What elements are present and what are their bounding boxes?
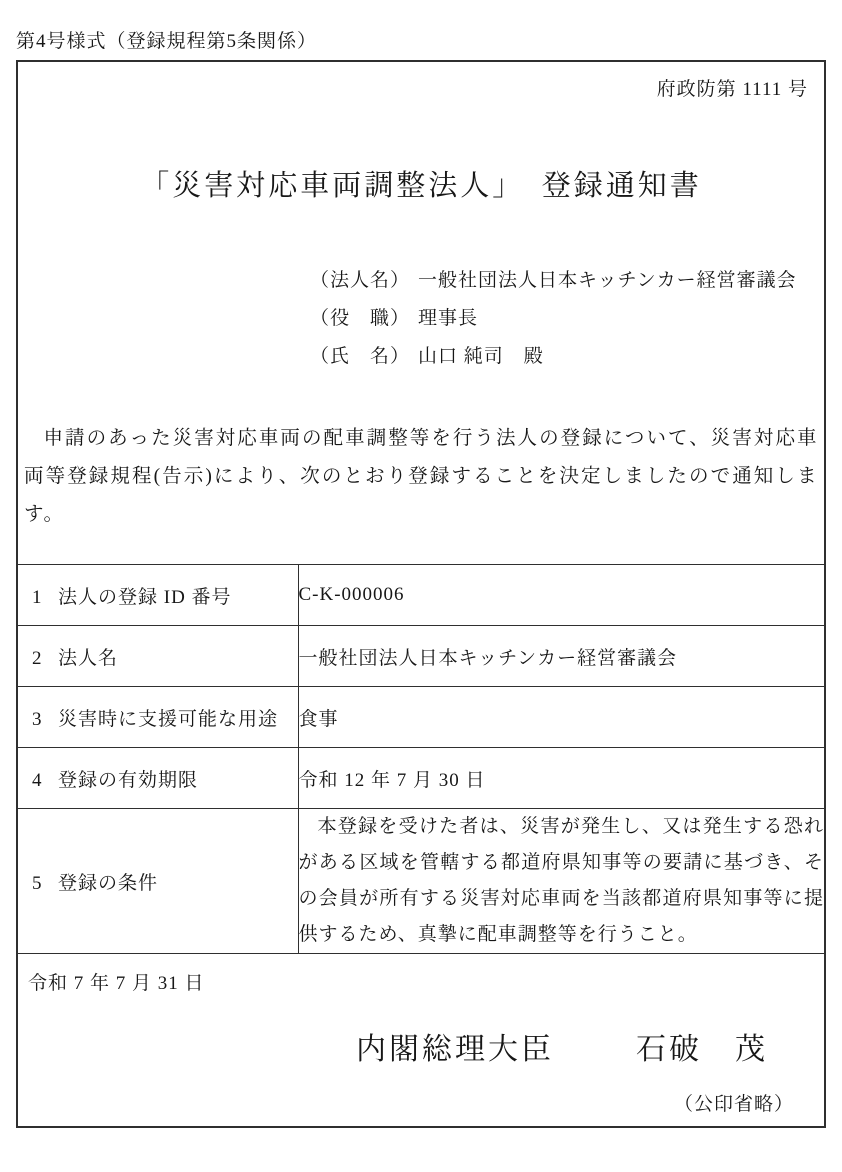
minister-signature: [356, 1024, 768, 1068]
addressee-block: [310, 262, 824, 376]
row-number: 3: [32, 708, 43, 730]
person-name-value: 山口 純司 殿: [418, 346, 544, 367]
row-value: 一般社団法人日本キッチンカー経営審議会: [298, 626, 824, 687]
document-box: [16, 60, 826, 1128]
corp-name-label: （法人名）: [310, 270, 411, 291]
corp-name-value: 一般社団法人日本キッチンカー経営審議会: [418, 270, 797, 291]
row-label: 登録の条件: [58, 872, 159, 894]
row-label: 法人の登録 ID 番号: [58, 586, 232, 608]
table-row: [18, 565, 824, 626]
row-number: 4: [32, 769, 43, 791]
row-number: 2: [32, 647, 43, 669]
seal-note: （公印省略）: [673, 1094, 794, 1115]
row-value: C-K-000006: [298, 565, 824, 626]
table-row: [18, 626, 824, 687]
table-row: [18, 687, 824, 748]
document-title: 「災害対応車両調整法人」 登録通知書: [140, 170, 702, 202]
person-name-label: （氏 名）: [310, 346, 411, 367]
addressee-row-name: [310, 338, 824, 376]
row-value: 食事: [298, 687, 824, 748]
minister-name: 石破 茂: [636, 1033, 768, 1066]
row-number: 1: [32, 586, 43, 608]
row-number: 5: [32, 872, 43, 894]
table-row: [18, 809, 824, 954]
row-value: 令和 12 年 7 月 30 日: [298, 748, 824, 809]
registration-table: [18, 564, 824, 954]
issue-date: 令和 7 年 7 月 31 日: [28, 973, 205, 994]
minister-title: 内閣総理大臣: [356, 1033, 554, 1066]
row-label: 法人名: [58, 647, 119, 669]
doc-number: 府政防第 1111 号: [656, 79, 808, 100]
row-label: 登録の有効期限: [58, 769, 199, 791]
body-paragraph: 申請のあった災害対応車両の配車調整等を行う法人の登録について、災害対応車両等登録規程(告示)により、次のとおり登録することを決定しましたので通知します。: [24, 428, 818, 525]
role-value: 理事長: [418, 308, 479, 329]
addressee-row-role: [310, 300, 824, 338]
row-label: 災害時に支援可能な用途: [58, 708, 279, 730]
row-value: 本登録を受けた者は、災害が発生し、又は発生する恐れがある区域を管轄する都道府県知事等の要請に基づき、その会員が所有する災害対応車両を当該都道府県知事等に提供するため、真摯に配車調整等を行うこと。: [298, 809, 824, 954]
table-row: [18, 748, 824, 809]
addressee-row-corp: [310, 262, 824, 300]
form-label: 第4号様式（登録規程第5条関係）: [16, 31, 318, 52]
role-label: （役 職）: [310, 308, 411, 329]
